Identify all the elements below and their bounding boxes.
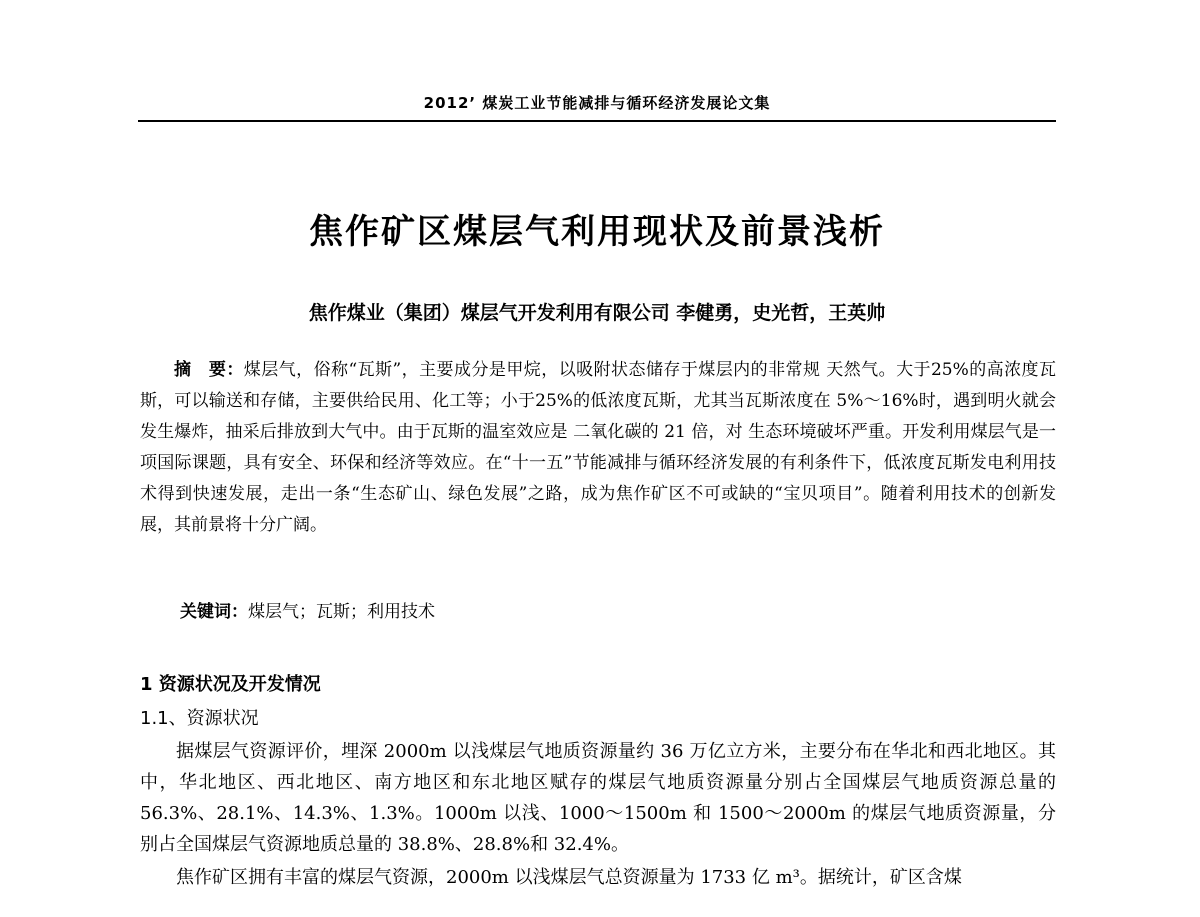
abstract-text: 煤层气，俗称“瓦斯”，主要成分是甲烷，以吸附状态储存于煤层内的非常规 天然气。大于25%的高浓度瓦斯，可以输送和存储，主要供给民用、化工等；小于25%的低浓度瓦斯，尤其当瓦斯浓度在 5%～16%时，遇到明火就会发生爆炸，抽采后排放到大气中。由于瓦斯的温室效应是 二氧化碳的 21 倍，对 生态环境破坏严重。开发利用煤层气是一项国际课题，具有安全、环保和经济等效应。在“十一五”节能减排与循环经济发展的有利条件下，低浓度瓦斯发电利用技术得到快速发展，走出一条“生态矿山、绿色发展”之路，成为焦作矿区不可或缺的“宝贝项目”。随着利用技术的创新发展，其前景将十分广阔。 [140, 360, 1056, 535]
subsection-heading-1-1: 1.1、资源状况 [140, 708, 259, 729]
paper-title: 焦作矿区煤层气利用现状及前景浅析 [309, 212, 885, 252]
section-heading-1: 1 资源状况及开发情况 [140, 674, 321, 695]
authors-affiliation: 焦作煤业（集团）煤层气开发利用有限公司 李健勇，史光哲，王英帅 [308, 302, 886, 324]
keywords-label: 关键词： [180, 602, 248, 622]
keywords-text: 煤层气；瓦斯；利用技术 [248, 602, 435, 622]
running-header: 2012’ 煤炭工业节能减排与循环经济发展论文集 [423, 94, 771, 112]
abstract-label: 摘 要： [174, 360, 244, 380]
keywords [180, 598, 435, 626]
header-rule [138, 120, 1056, 122]
body-paragraph-1: 据煤层气资源评价，埋深 2000m 以浅煤层气地质资源量约 36 万亿立方米，主要分布在华北和西北地区。其中，华北地区、西北地区、南方地区和东北地区赋存的煤层气地质资源量分别占全国煤层气地质资源总量的 56.3%、28.1%、14.3%、1.3%。1000m 以浅、1000～1500m 和 1500～2000m 的煤层气地质资源量，分别占全国煤层气资源地质总量的 38.8%、28.8%和 32.4%。 [140, 741, 1056, 855]
abstract [140, 355, 1056, 541]
body-paragraph-2: 焦作矿区拥有丰富的煤层气资源，2000m 以浅煤层气总资源量为 1733 亿 m³。据统计，矿区含煤 [176, 867, 962, 888]
